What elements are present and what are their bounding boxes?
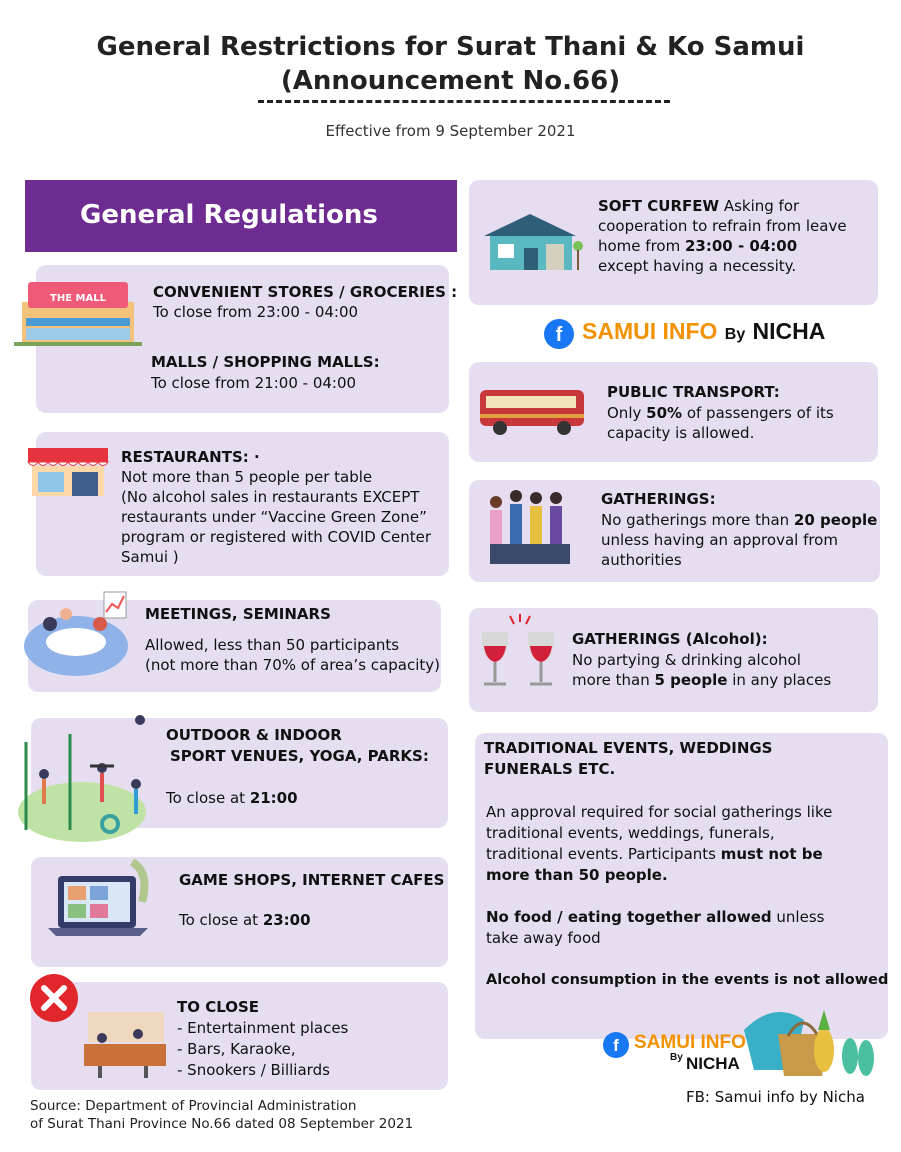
footer-fb-handle: FB: Samui info by Nicha	[686, 1088, 865, 1106]
gatherings-line2: unless having an approval from	[601, 531, 838, 549]
bus-icon	[478, 386, 590, 438]
transport-title: PUBLIC TRANSPORT:	[607, 383, 780, 401]
bar-icon	[28, 972, 168, 1080]
malls-title: MALLS / SHOPPING MALLS:	[151, 353, 380, 371]
events-p7: Alcohol consumption in the events is not allowed	[486, 972, 889, 988]
footer-brand-by: By	[670, 1052, 683, 1063]
footer-brand-nicha: NICHA	[686, 1054, 740, 1073]
footer-brand-name: SAMUI INFO	[634, 1032, 746, 1053]
events-p4: more than 50 people.	[486, 866, 668, 884]
events-p5: No food / eating together allowed unless	[486, 908, 825, 926]
events-title1: TRADITIONAL EVENTS, WEDDINGS	[484, 739, 773, 757]
to-close-title: TO CLOSE	[177, 998, 260, 1016]
transport-line2: capacity is allowed.	[607, 424, 755, 442]
stores-title: CONVENIENT STORES / GROCERIES :	[153, 283, 458, 301]
laptop-icon	[36, 858, 164, 942]
page-subtitle: (Announcement No.66)	[280, 66, 621, 96]
facebook-icon: f	[544, 319, 574, 349]
restaurants-line1: Not more than 5 people per table	[121, 468, 373, 486]
beach-bag-icon	[738, 1000, 878, 1080]
wine-glasses-icon	[474, 610, 566, 690]
gatherings-title: GATHERINGS:	[601, 490, 716, 508]
page-title: General Restrictions for Surat Thani & Ko Samui	[96, 32, 805, 62]
to-close-item3: - Snookers / Billiards	[177, 1061, 330, 1079]
curfew-line2: cooperation to refrain from leave	[598, 217, 847, 235]
sports-hours: To close at 21:00	[166, 789, 298, 807]
to-close-item1: - Entertainment places	[177, 1019, 349, 1037]
brand-by: By	[724, 326, 746, 343]
stores-hours: To close from 23:00 - 04:00	[153, 303, 359, 321]
brand-name: SAMUI INFO	[582, 318, 718, 344]
restaurant-icon	[20, 442, 112, 498]
restaurants-line5: Samui )	[121, 548, 179, 566]
restaurants-line4: program or registered with COVID Center	[121, 528, 432, 546]
gatherings-line1: No gatherings more than 20 people	[601, 511, 878, 529]
sports-icon	[12, 712, 162, 842]
sports-title2: SPORT VENUES, YOGA, PARKS:	[170, 747, 429, 765]
meetings-title: MEETINGS, SEMINARS	[145, 605, 331, 623]
effective-date: Effective from 9 September 2021	[325, 122, 576, 140]
restaurants-line2: (No alcohol sales in restaurants EXCEPT	[121, 488, 420, 506]
alcohol-line1: No partying & drinking alcohol	[572, 651, 801, 669]
events-title2: FUNERALS ETC.	[484, 760, 616, 778]
curfew-line1: SOFT CURFEW Asking for	[598, 197, 800, 215]
events-p3: traditional events. Participants must not be	[486, 845, 823, 863]
events-p6: take away food	[486, 929, 601, 947]
source-line2: of Surat Thani Province No.66 dated 08 September 2021	[30, 1116, 414, 1132]
source-line1: Source: Department of Provincial Administration	[30, 1098, 357, 1114]
meetings-line2: (not more than 70% of area’s capacity)	[145, 656, 440, 674]
mall-sign: THE MALL	[50, 293, 106, 304]
curfew-line3: home from 23:00 - 04:00	[598, 237, 798, 255]
house-icon	[480, 210, 584, 274]
sports-title1: OUTDOOR & INDOOR	[166, 726, 342, 744]
alcohol-line2: more than 5 people in any places	[572, 671, 832, 689]
curfew-line4: except having a necessity.	[598, 257, 797, 275]
title-divider	[258, 100, 670, 103]
events-card	[475, 733, 888, 1039]
meeting-icon	[20, 584, 136, 684]
brand-logo	[582, 318, 825, 345]
to-close-item2: - Bars, Karaoke,	[177, 1040, 296, 1058]
general-regulations-banner	[25, 180, 457, 252]
gatherings-line3: authorities	[601, 551, 682, 569]
alcohol-title: GATHERINGS (Alcohol):	[572, 630, 768, 648]
mall-icon	[14, 276, 142, 348]
restaurants-title: RESTAURANTS: ·	[121, 448, 260, 466]
malls-hours: To close from 21:00 - 04:00	[151, 374, 357, 392]
games-hours: To close at 23:00	[179, 911, 311, 929]
games-title: GAME SHOPS, INTERNET CAFES	[179, 871, 445, 889]
transport-line1: Only 50% of passengers of its	[607, 404, 834, 422]
crowd-icon	[484, 486, 578, 568]
banner-label: General Regulations	[80, 200, 378, 230]
events-p1: An approval required for social gatherings like	[486, 803, 833, 821]
meetings-line1: Allowed, less than 50 participants	[145, 636, 400, 654]
events-p2: traditional events, weddings, funerals,	[486, 824, 775, 842]
facebook-icon-footer: f	[603, 1032, 629, 1058]
brand-nicha: NICHA	[752, 318, 826, 344]
restaurants-line3: restaurants under “Vaccine Green Zone”	[121, 508, 427, 526]
